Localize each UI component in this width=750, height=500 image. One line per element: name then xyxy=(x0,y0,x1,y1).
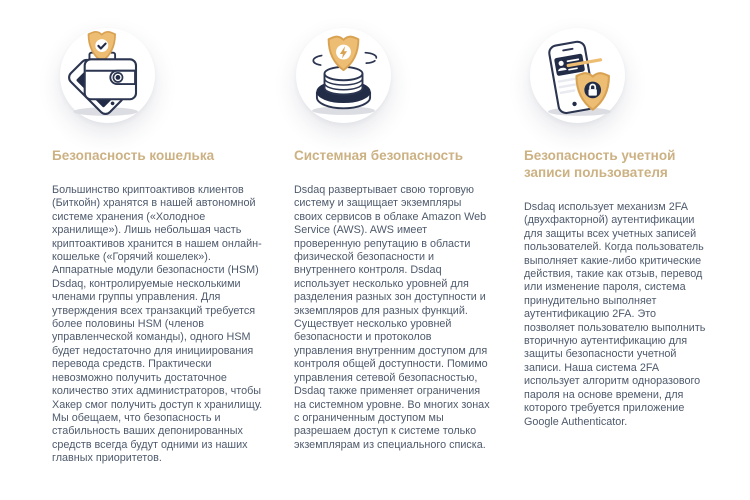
security-card-wallet xyxy=(52,0,265,466)
card-title: Безопасность учетной записи пользователя xyxy=(524,148,676,180)
phone-lock-shield-icon xyxy=(530,28,625,123)
card-body-text: Dsdaq развертывает свою торговую систему и защищает экземпляры своих сервисов в облаке Amazon Web Service (AWS). AWS имеет проверенную репутацию в области физической безопасности и внутреннего контроля. Dsdaq использует несколько уровней для разделения разных зон доступности и экземпляров для разных функций. Существует несколько уровней безопасности и протоколов управления внутренним доступом для контроля общей доступности. Помимо управления сетевой безопасностью, Dsdaq также применяет ограничения на системном уровне. Во многих зонах с ограниченным доступом мы разрешаем доступ к системе только экземплярам из специального списка. xyxy=(294,184,490,451)
card-title: Безопасность кошелька xyxy=(52,148,215,163)
card-body-text: Dsdaq использует механизм 2FA (двухфакторной) аутентификации для защиты всех учетных записей пользователей. Когда пользователь выполняет какие-либо критические действия, такие как отзыв, перевод или изменение пароля, система принудительно выполняет аутентификацию 2FA. Это позволяет пользователю выполнить вторичную аутентификацию для защиты безопасности учетной записи. Наша система 2FA использует алгоритм одноразового пароля на основе времени, для которого требуется приложение Google Authenticator. xyxy=(524,201,706,428)
icon-circle xyxy=(60,28,155,123)
server-shield-icon xyxy=(296,28,391,123)
system-icon-wrap xyxy=(296,28,491,123)
wallet-icon-wrap xyxy=(60,28,265,123)
card-title: Системная безопасность xyxy=(294,148,464,163)
security-card-account xyxy=(524,0,708,429)
icon-circle xyxy=(530,28,625,123)
security-card-system xyxy=(294,0,491,452)
account-icon-wrap xyxy=(530,28,708,123)
wallet-shield-icon xyxy=(60,28,155,123)
card-body-text: Большинство криптоактивов клиентов (Биткойн) хранятся в нашей автономной системе хранения («Холодное хранилище»). Лишь небольшая часть криптоактивов хранится в нашем онлайн-кошельке («Горячий кошелек»). Аппаратные модули безопасности (HSM) Dsdaq, контролируемые несколькими членами группы управления. Для утверждения всех транзакций требуется более половины HSM (членов управленческой команды), одного HSM будет недостаточно для инициирования перевода средств. Практически невозможно получить достаточное количество этих администраторов, чтобы Хакер смог получить доступ к хранилищу. Мы обещаем, что безопасность и стабильность ваших депонированных средств всегда будут одними из наших главных приоритетов. xyxy=(52,184,263,465)
icon-circle xyxy=(296,28,391,123)
